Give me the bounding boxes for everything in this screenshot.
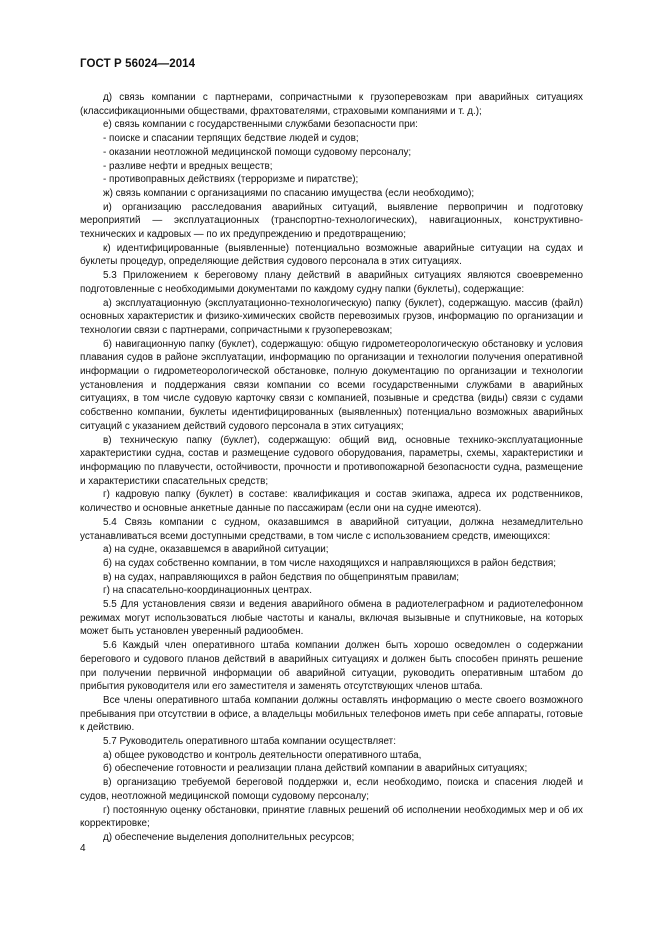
paragraph: и) организацию расследования аварийных ситуаций, выявление первопричин и подготовку мероприятий — эксплуатационных (транспортно-технологических), навигационных, конструктивно-технических и кадровых — по их предупреждению и предотвращению; xyxy=(80,201,583,241)
clause-5-6: 5.6 Каждый член оперативного штаба компании должен быть хорошо осведомлен о содержании берегового и судового планов действий в аварийных ситуациях и должен быть способен принять решение при получении первичной информации об аварийной ситуации, руководить оперативным штабом до прибытия руководителя или его заместителя и заменять отсутствующих членов штаба. xyxy=(80,640,583,693)
paragraph: д) связь компании с партнерами, сопричастными к грузоперевозкам при аварийных ситуациях (классификационными обществами, фрахтователями, страховыми компаниями и т. д.); xyxy=(80,92,583,117)
list-item: - оказании неотложной медицинской помощи судовому персоналу; xyxy=(103,146,412,158)
list-item: - противоправных действиях (терроризме и пиратстве); xyxy=(103,174,359,186)
list-item: а) на судне, оказавшемся в аварийной ситуации; xyxy=(103,544,329,556)
list-item: а) общее руководство и контроль деятельности оперативного штаба, xyxy=(103,749,422,761)
clause-5-3: 5.3 Приложением к береговому плану действий в аварийных ситуациях являются своевременно подготовленные с необходимыми документами по каждому судну папки (буклеты), содержащие: xyxy=(80,270,583,295)
list-item: - поиске и спасании терпящих бедствие людей и судов; xyxy=(103,133,359,145)
list-item: г) на спасательно-координационных центрах. xyxy=(103,585,312,597)
list-item: б) на судах собственно компании, в том числе находящихся и направляющихся в район бедствия; xyxy=(103,557,557,569)
list-item: б) обеспечение готовности и реализации плана действий компании в аварийных ситуациях; xyxy=(103,763,528,775)
list-item: - разливе нефти и вредных веществ; xyxy=(103,160,273,172)
paragraph: б) навигационную папку (буклет), содержащую: общую гидрометеорологическую обстановку и условия плавания судов в районе эксплуатации, информацию по организации и технологии получения оперативной информации о гидрометеорологической обстановке, полную документацию по организации и технологии установления и поддержания связи компании со всеми государственными службами в аварийных ситуациях, в том числе судовую карточку связи с компанией, позывные и средства (виды) связи с судами собственно компании, буклеты идентифицированных (выявленных) потенциально возможных аварийных ситуаций с указанием действий судового персонала в этих ситуациях; xyxy=(80,338,583,432)
paragraph: е) связь компании с государственными службами безопасности при: xyxy=(103,119,418,131)
page-number: 4 xyxy=(80,843,86,854)
paragraph: к) идентифицированные (выявленные) потенциально возможные аварийные ситуации на судах и буклеты процедур, определяющие действия судового персонала в этих ситуациях. xyxy=(80,242,583,268)
clause-5-5: 5.5 Для установления связи и ведения аварийного обмена в радиотелеграфном и радиотелефонном режимах могут использоваться любые частоты и каналы, включая вызывные и спутниковые, на которых может быть установлен уверенный радиообмен. xyxy=(80,599,583,638)
list-item: в) организацию требуемой береговой поддержки и, если необходимо, поиска и спасения людей и судов, неотложной медицинской помощи судовому персоналу; xyxy=(80,777,583,802)
paragraph: в) техническую папку (буклет), содержащую: общий вид, основные технико-эксплуатационные характеристики судна, состав и размещение судового оборудования, параметры, схемы, характеристики и информацию по плавучести, остойчивости, прочности и противопожарной безопасности судна, размещение и характеристики спасательных средств; xyxy=(80,434,583,487)
standard-header: ГОСТ Р 56024—2014 xyxy=(80,58,196,70)
clause-5-4: 5.4 Связь компании с судном, оказавшимся в аварийной ситуации, должна незамедлительно устанавливаться всеми доступными средствами, в том числе с использованием средств, имеющихся: xyxy=(80,516,583,542)
paragraph: Все члены оперативного штаба компании должны оставлять информацию о месте своего возможного пребывания при отсутствии в офисе, а владельцы мобильных телефонов иметь при себе аппараты, готовые к действию. xyxy=(80,694,583,734)
list-item: г) постоянную оценку обстановки, принятие главных решений об исполнении необходимых мер и об их корректировке; xyxy=(80,804,583,830)
paragraph: г) кадровую папку (буклет) в составе: квалификация и состав экипажа, адреса их родственников, количество и основные анкетные данные по пассажирам (если они на судне имеются). xyxy=(80,489,583,515)
clause-5-7: 5.7 Руководитель оперативного штаба компании осуществляет: xyxy=(103,736,396,748)
list-item: д) обеспечение выделения дополнительных ресурсов; xyxy=(103,831,355,843)
paragraph: а) эксплуатационную (эксплуатационно-технологическую) папку (буклет), содержащую. массив (файл) основных характеристик и физико-химических свойств перевозимых грузов, информацию по организации и технологии связи с партнерами, сопричастными к грузоперевозкам; xyxy=(80,297,583,336)
document-body xyxy=(80,91,583,845)
paragraph: ж) связь компании с организациями по спасанию имущества (если необходимо); xyxy=(103,187,475,199)
list-item: в) на судах, направляющихся в район бедствия по общепринятым правилам; xyxy=(103,571,459,583)
